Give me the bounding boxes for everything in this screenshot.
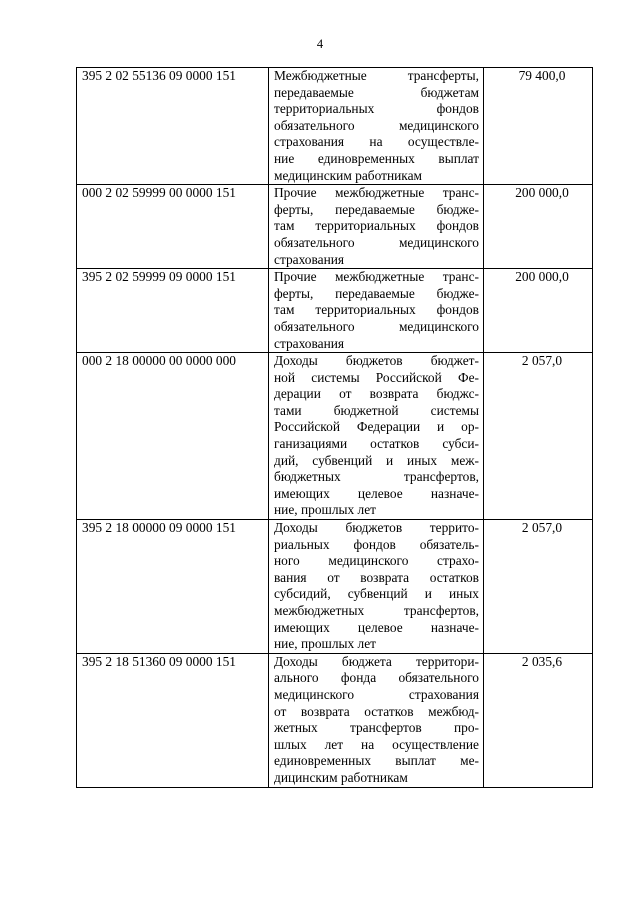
income-name-cell [269,520,484,654]
income-name-line: ферты, передаваемые бюдже- [274,201,479,217]
table-row [77,353,593,520]
income-name-line: ной системы Российской Фе- [274,369,479,385]
amount-cell: 79 400,0 [484,68,593,185]
amount-cell: 2 057,0 [484,520,593,654]
budget-table-body [77,68,593,788]
income-name-cell [269,68,484,185]
amount-cell: 2 057,0 [484,353,593,520]
amount-cell: 200 000,0 [484,185,593,269]
income-name-line: медицинского страхования [274,686,479,702]
income-name-line: Прочие межбюджетные транс- [274,185,479,201]
table-row [77,185,593,269]
income-name-line: медицинским работникам [274,167,423,183]
income-name-line: дий, субвенций и иных меж- [274,452,479,468]
income-name-line: передаваемые бюджетам [274,84,479,100]
table-row [77,68,593,185]
budget-code-cell: 395 2 02 59999 09 0000 151 [77,269,269,353]
income-name-line: дерации от возврата бюджс- [274,386,479,402]
income-name-line: обязательного медицинского [274,318,479,334]
income-name-line: Российской Федерации и ор- [274,419,479,435]
amount-cell: 2 035,6 [484,653,593,787]
income-name-line: от возврата остатков межбюд- [274,703,479,719]
income-name-line: ферты, передаваемые бюдже- [274,285,479,301]
income-name-line: там территориальных фондов [274,302,479,318]
income-name-line: там территориальных фондов [274,218,479,234]
income-name-line: дицинским работникам [274,769,408,785]
income-name-cell [269,653,484,787]
income-name-line: бюджетных трансфертов, [274,469,479,485]
amount-cell: 200 000,0 [484,269,593,353]
income-name-line: ального фонда обязательного [274,670,479,686]
table-row [77,520,593,654]
income-name-line: риальных фондов обязатель- [274,536,479,552]
budget-code-cell: 000 2 18 00000 00 0000 000 [77,353,269,520]
table-row [77,269,593,353]
budget-code-cell: 395 2 02 55136 09 0000 151 [77,68,269,185]
income-name-line: обязательного медицинского [274,117,479,133]
income-name-line: Межбюджетные трансферты, [274,68,479,83]
income-name-line: межбюджетных трансфертов, [274,603,479,618]
budget-code-cell: 000 2 02 59999 00 0000 151 [77,185,269,269]
income-name-line: ганизациями остатков субси- [274,436,479,452]
income-name-line: ние, прошлых лет [274,636,377,652]
income-name-cell [269,269,484,353]
income-name-line: Прочие межбюджетные транс- [274,269,479,285]
income-name-line: ного медицинского страхо- [274,553,479,569]
income-name-line: страхования [274,335,345,351]
income-name-line: ние единовременных выплат [274,150,479,166]
income-name-line: единовременных выплат ме- [274,753,479,769]
table-row [77,653,593,787]
income-name-line: обязательного медицинского [274,234,479,250]
income-name-line: ние, прошлых лет [274,502,377,518]
income-name-cell [269,353,484,520]
income-name-line: имеющих целевое назначе- [274,619,479,635]
income-name-line: Доходы бюджета территори- [274,653,479,669]
budget-table [76,67,593,788]
income-name-line: субсидий, субвенций и иных [274,586,479,602]
income-name-line: страхования [274,251,345,267]
income-name-line: территориальных фондов [274,101,479,117]
income-name-line: шлых лет на осуществление [274,736,479,752]
budget-code-cell: 395 2 18 00000 09 0000 151 [77,520,269,654]
income-name-line: имеющих целевое назначе- [274,485,479,501]
income-name-line: Доходы бюджетов террито- [274,520,479,536]
income-name-line: тами бюджетной системы [274,402,479,418]
income-name-line: страхования на осуществле- [274,134,479,150]
budget-code-cell: 395 2 18 51360 09 0000 151 [77,653,269,787]
page-number: 4 [316,37,324,51]
income-name-cell [269,185,484,269]
income-name-line: вания от возврата остатков [274,569,479,585]
income-name-line: Доходы бюджетов бюджет- [274,353,479,369]
income-name-line: жетных трансфертов про- [274,720,479,736]
